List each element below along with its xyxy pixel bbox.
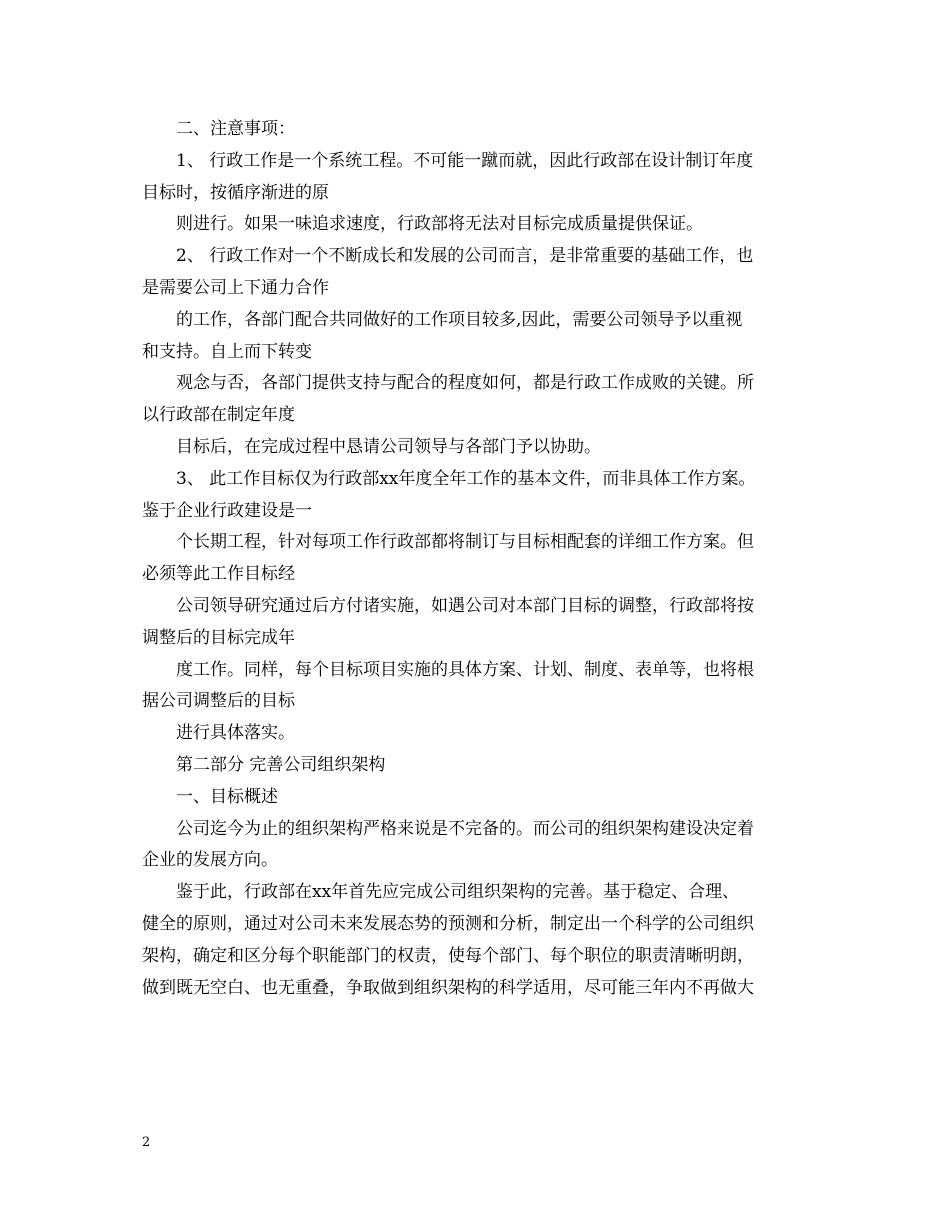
text-line: 公司领导研究通过后方付诸实施，如遇公司对本部门目标的调整，行政部将按	[176, 595, 754, 616]
text-line: 企业的发展方向。	[142, 850, 278, 871]
text-line: 目标时，按循序渐进的原	[142, 182, 329, 203]
page-number: 2	[142, 1135, 151, 1150]
text-line: 目标后，在完成过程中恳请公司领导与各部门予以协助。	[176, 436, 601, 457]
text-line: 1、 行政工作是一个系统工程。不可能一蹴而就，因此行政部在设计制订年度	[176, 150, 754, 171]
text-line: 则进行。如果一味追求速度，行政部将无法对目标完成质量提供保证。	[176, 214, 703, 235]
text-line: 据公司调整后的目标	[142, 691, 295, 712]
text-line: 2、 行政工作对一个不断成长和发展的公司而言，是非常重要的基础工作，也	[176, 246, 754, 267]
text-line: 一、目标概述	[176, 786, 278, 807]
text-line: 公司迄今为止的组织架构严格来说是不完备的。而公司的组织架构建设决定着	[176, 818, 754, 839]
text-line: 做到既无空白、也无重叠，争取做到组织架构的科学适用，尽可能三年内不再做大	[142, 977, 754, 998]
text-line: 是需要公司上下通力合作	[142, 277, 329, 298]
document-body	[142, 114, 822, 1004]
text-line: 鉴于企业行政建设是一	[142, 500, 312, 521]
text-line: 3、 此工作目标仅为行政部xx年度全年工作的基本文件，而非具体工作方案。	[176, 468, 756, 489]
text-line: 第二部分 完善公司组织架构	[176, 754, 386, 775]
text-line: 进行具体落实。	[176, 723, 295, 744]
text-line: 观念与否，各部门提供支持与配合的程度如何，都是行政工作成败的关键。所	[176, 373, 754, 394]
text-line: 和支持。自上而下转变	[142, 341, 312, 362]
text-line: 度工作。同样，每个目标项目实施的具体方案、计划、制度、表单等，也将根	[176, 659, 754, 680]
text-line: 调整后的目标完成年	[142, 627, 295, 648]
text-line: 鉴于此，行政部在xx年首先应完成公司组织架构的完善。基于稳定、合理、	[176, 882, 740, 903]
text-line: 必须等此工作目标经	[142, 564, 295, 585]
text-line: 二、注意事项：	[176, 119, 295, 139]
text-line: 架构，确定和区分每个职能部门的权责，使每个部门、每个职位的职责清晰明朗，	[142, 945, 754, 966]
text-line: 健全的原则，通过对公司未来发展态势的预测和分析，制定出一个科学的公司组织	[142, 913, 754, 934]
text-line: 的工作，各部门配合共同做好的工作项目较多,因此，需要公司领导予以重视	[176, 309, 743, 330]
text-line: 个长期工程，针对每项工作行政部都将制订与目标相配套的详细工作方案。但	[176, 532, 754, 553]
text-line: 以行政部在制定年度	[142, 405, 295, 426]
